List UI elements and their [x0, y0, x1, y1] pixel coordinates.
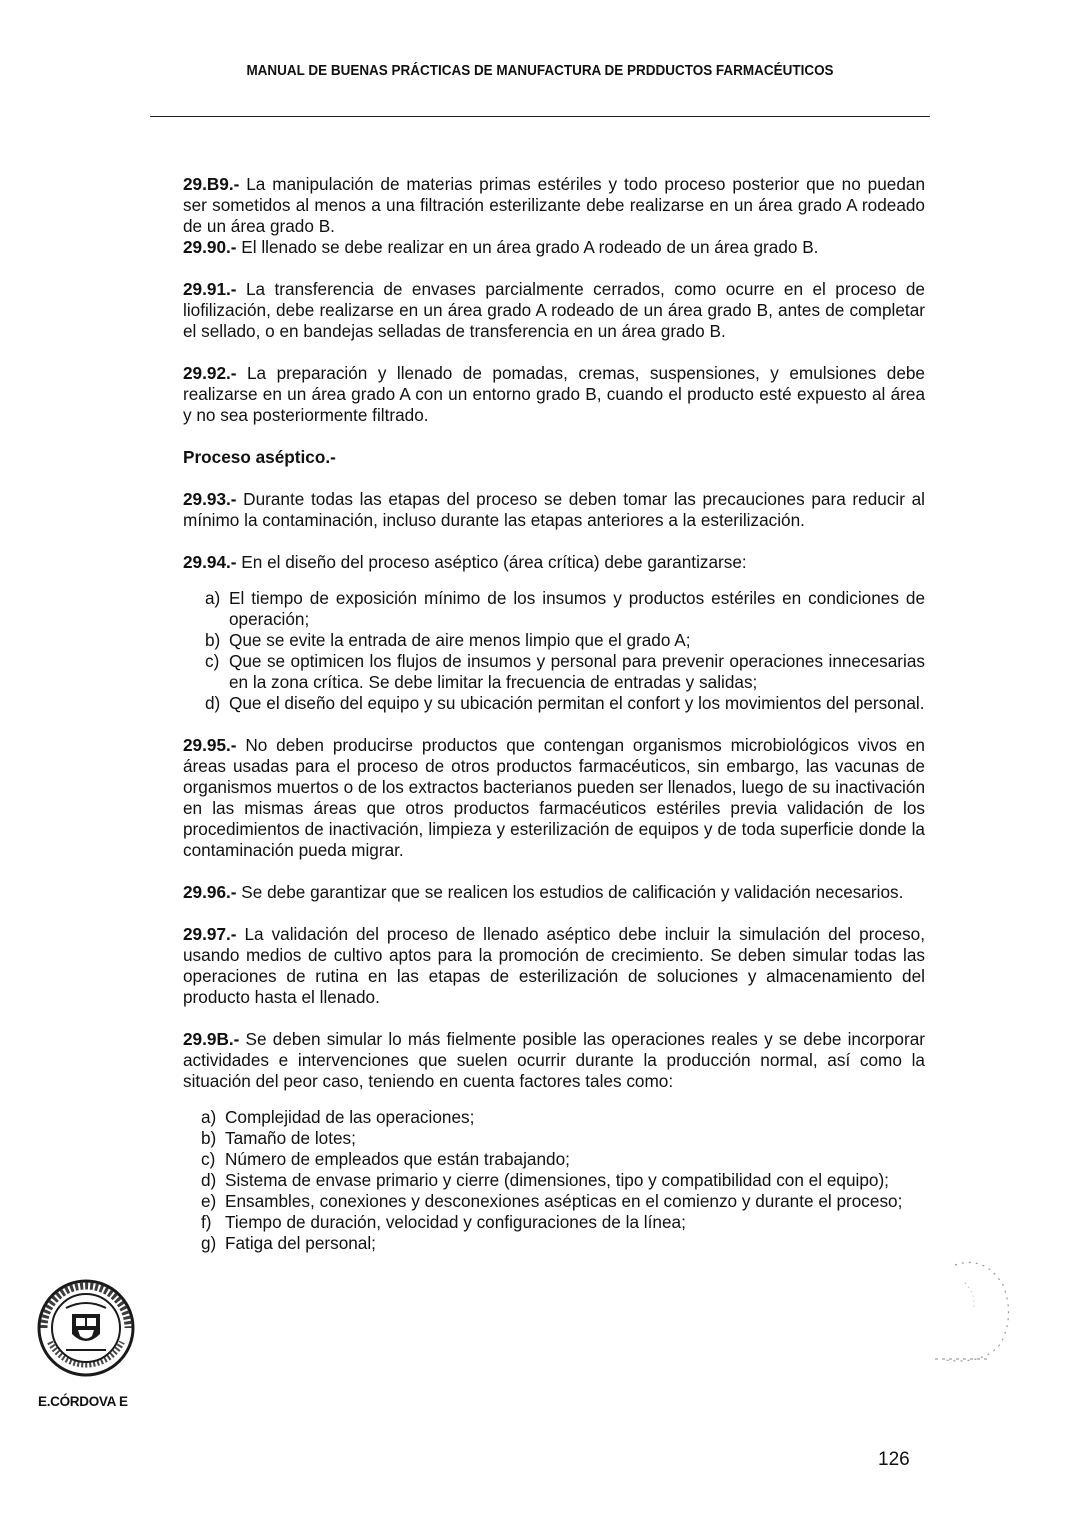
list-item-text: El tiempo de exposición mínimo de los insumos y productos estériles en condiciones de operación; [229, 588, 925, 629]
list-item [201, 1107, 921, 1128]
list-item-text: Tiempo de duración, velocidad y configuraciones de la línea; [225, 1212, 686, 1232]
paragraph-text: La transferencia de envases parcialmente cerrados, como ocurre en el proceso de liofilización, debe realizarse en un área grado A rodeado de un área grado B, antes de completar el sellado, o en bandejas selladas de transferencia en un área grado B. [183, 279, 925, 341]
list-marker: c) [201, 1149, 216, 1169]
document-body [183, 174, 925, 1275]
official-seal-stamp [36, 1278, 136, 1378]
list-item [201, 1128, 921, 1149]
header-divider [150, 116, 930, 117]
paragraph-text: La preparación y llenado de pomadas, cremas, suspensiones, y emulsiones debe realizarse en un área grado A con un entorno grado B, cuando el producto esté expuesto al área y no sea posteriormente filtrado. [183, 363, 925, 425]
list-item [205, 651, 925, 693]
list-marker: b) [201, 1128, 217, 1148]
list-29-98 [201, 1107, 921, 1254]
list-item [201, 1212, 921, 1233]
paragraph-29-93 [183, 489, 925, 531]
paragraph-number: 29.94.- [183, 552, 237, 572]
paragraph-29-95 [183, 735, 925, 861]
paragraph-29-94 [183, 552, 925, 573]
paragraph-29-90 [183, 237, 925, 258]
paragraph-29-98 [183, 1029, 925, 1092]
paragraph-text: El llenado se debe realizar en un área grado A rodeado de un área grado B. [236, 237, 819, 257]
list-marker: g) [201, 1233, 217, 1253]
list-item [205, 693, 925, 714]
list-item [205, 588, 925, 630]
paragraph-29-91 [183, 279, 925, 342]
list-marker: c) [205, 651, 220, 671]
paragraph-number: 29.9B.- [183, 1029, 240, 1049]
paragraph-number: 29.93.- [183, 489, 237, 509]
paragraph-number: 29.92.- [183, 363, 237, 383]
list-item-text: Que el diseño del equipo y su ubicación permitan el confort y los movimientos del personal. [229, 693, 925, 713]
list-item-text: Ensambles, conexiones y desconexiones asépticas en el comienzo y durante el proceso; [225, 1191, 903, 1211]
list-marker: e) [201, 1191, 217, 1211]
page-number: 126 [878, 1449, 910, 1470]
paragraph-29-89 [183, 174, 925, 237]
paragraph-number: 29.90.- [183, 237, 237, 257]
faint-stamp-mark [925, 1255, 1015, 1370]
paragraph-number: 29.96.- [183, 882, 237, 902]
list-item-text: Complejidad de las operaciones; [225, 1107, 475, 1127]
signature-name: E.CÓRDOVA E [38, 1394, 128, 1409]
list-item-text: Tamaño de lotes; [225, 1128, 356, 1148]
paragraph-number: 29.97.- [183, 924, 237, 944]
paragraph-text: Se deben simular lo más fielmente posible las operaciones reales y se debe incorporar actividades e intervenciones que suelen ocurrir durante la producción normal, así como la situación del peor caso, teniendo en cuenta factores tales como: [183, 1029, 925, 1091]
list-marker: b) [205, 630, 221, 650]
page-header-title: MANUAL DE BUENAS PRÁCTICAS DE MANUFACTURA DE PRDDUCTOS FARMACÉUTICOS [246, 63, 834, 79]
paragraph-text: Se debe garantizar que se realicen los estudios de calificación y validación necesarios. [236, 882, 904, 902]
list-item [201, 1149, 921, 1170]
paragraph-text: La manipulación de materias primas estériles y todo proceso posterior que no puedan ser sometidos al menos a una filtración esterilizante debe realizarse en un área grado A rodeado de un área grado B. [183, 174, 925, 236]
paragraph-text: Durante todas las etapas del proceso se deben tomar las precauciones para reducir al mínimo la contaminación, incluso durante las etapas anteriores a la esterilización. [183, 489, 925, 530]
list-marker: d) [205, 693, 221, 713]
list-29-94 [205, 588, 925, 714]
paragraph-number: 29.95.- [183, 735, 237, 755]
list-marker: f) [201, 1212, 212, 1232]
paragraph-number: 29.91.- [183, 279, 237, 299]
paragraph-29-92 [183, 363, 925, 426]
list-item-text: Fatiga del personal; [225, 1233, 376, 1253]
paragraph-text: En el diseño del proceso aséptico (área crítica) debe garantizarse: [236, 552, 747, 572]
section-heading: Proceso aséptico.- [183, 447, 336, 467]
list-marker: d) [201, 1170, 217, 1190]
list-item-text: Sistema de envase primario y cierre (dimensiones, tipo y compatibilidad con el equipo); [225, 1170, 889, 1190]
list-marker: a) [205, 588, 221, 608]
paragraph-text: La validación del proceso de llenado aséptico debe incluir la simulación del proceso, usando medios de cultivo aptos para la promoción de crecimiento. Se deben simular todas las operaciones de rutina en las etapas de esterilización de soluciones y almacenamiento del producto hasta el llenado. [183, 924, 925, 1007]
list-item [201, 1191, 921, 1212]
paragraph-text: No deben producirse productos que contengan organismos microbiológicos vivos en áreas usadas para el proceso de otros productos farmacéuticos, sin embargo, las vacunas de organismos muertos o de los extractos bacterianos pueden ser llenados, luego de su inactivación en las mismas áreas que otros productos farmacéuticos estériles previa validación de los procedimientos de inactivación, limpieza y esterilización de equipos y de toda superficie donde la contaminación pueda migrar. [183, 735, 925, 860]
paragraph-29-96 [183, 882, 925, 903]
list-item-text: Que se evite la entrada de aire menos limpio que el grado A; [229, 630, 691, 650]
paragraph-number: 29.B9.- [183, 174, 240, 194]
list-item [201, 1170, 921, 1191]
paragraph-29-97 [183, 924, 925, 1008]
list-item-text: Número de empleados que están trabajando; [225, 1149, 570, 1169]
list-item [205, 630, 925, 651]
list-item [201, 1233, 921, 1254]
list-item-text: Que se optimicen los flujos de insumos y personal para prevenir operaciones innecesarias en la zona crítica. Se debe limitar la frecuencia de entradas y salidas; [229, 651, 925, 692]
list-marker: a) [201, 1107, 217, 1127]
